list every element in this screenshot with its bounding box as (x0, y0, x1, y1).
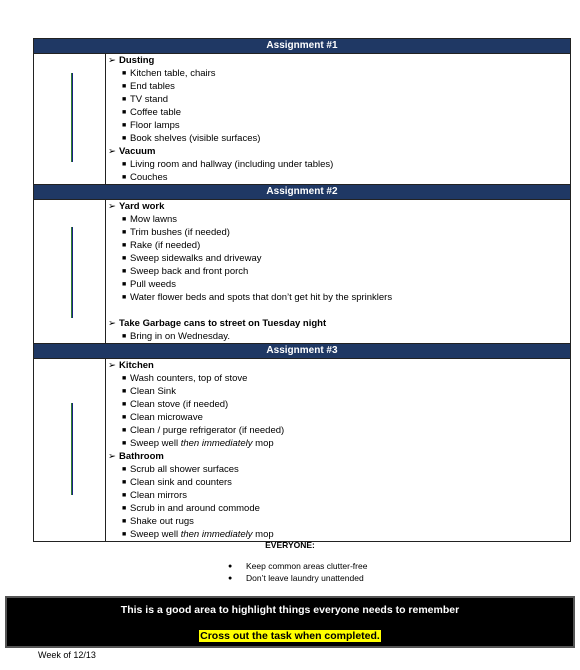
square-bullet-icon: ■ (122, 122, 127, 129)
square-bullet-icon: ■ (122, 70, 127, 77)
square-bullet-icon: ■ (122, 375, 127, 382)
task-text: mop (252, 438, 274, 449)
everyone-section (0, 540, 580, 583)
task-text: Shake out rugs (130, 516, 194, 527)
task-category-name: Yard work (119, 201, 165, 212)
task-item (108, 213, 570, 226)
task-text: End tables (130, 81, 175, 92)
task-text: Clean / purge refrigerator (if needed) (130, 425, 285, 436)
week-label: Week of 12/13 (38, 650, 96, 660)
task-item (108, 119, 570, 132)
task-item (108, 239, 570, 252)
assignment-marker-cell (34, 54, 106, 184)
task-text: mop (252, 529, 274, 540)
task-text: Clean mirrors (130, 490, 188, 501)
task-text-emphasis: then immediately (180, 529, 253, 540)
assignment-tasks (106, 54, 570, 184)
assignment-marker-cell (34, 200, 106, 343)
task-text: Kitchen table, chairs (130, 68, 216, 79)
assignment-header: Assignment #3 (34, 343, 570, 359)
task-text: Bring in on Wednesday. (130, 331, 230, 342)
task-category-name: Dusting (119, 55, 155, 66)
arrow-bullet-icon: ➢ (108, 318, 116, 329)
task-category-name: Bathroom (119, 451, 164, 462)
task-item (108, 106, 570, 119)
task-text: TV stand (130, 94, 169, 105)
task-category (108, 450, 570, 463)
task-category (108, 145, 570, 158)
task-item (108, 489, 570, 502)
bullet-icon: ● (228, 563, 233, 570)
task-text: Pull weeds (130, 279, 176, 290)
task-item (108, 278, 570, 291)
square-bullet-icon: ■ (122, 388, 127, 395)
task-category-name: Vacuum (119, 146, 156, 157)
square-bullet-icon: ■ (122, 281, 127, 288)
task-item (108, 330, 570, 343)
highlighted-reminder: Cross out the task when completed. (200, 630, 380, 642)
task-item (108, 252, 570, 265)
task-text: Clean sink and counters (130, 477, 232, 488)
everyone-item-text: Don’t leave laundry unattended (246, 573, 364, 583)
everyone-item (228, 573, 364, 583)
square-bullet-icon: ■ (122, 242, 127, 249)
arrow-bullet-icon: ➢ (108, 201, 116, 212)
marker-line (71, 227, 73, 318)
square-bullet-icon: ■ (122, 518, 127, 525)
task-item (108, 80, 570, 93)
task-category-name: Take Garbage cans to street on Tuesday night (119, 318, 327, 329)
task-category (108, 359, 570, 372)
task-item (108, 515, 570, 528)
task-text: Clean microwave (130, 412, 203, 423)
task-text: Scrub in and around commode (130, 503, 260, 514)
task-item (108, 171, 570, 184)
task-item (108, 437, 570, 450)
task-item (108, 132, 570, 145)
task-text: Wash counters, top of stove (130, 373, 248, 384)
assignment-row (34, 54, 570, 184)
task-item (108, 158, 570, 171)
task-item (108, 502, 570, 515)
task-text: Rake (if needed) (130, 240, 201, 251)
square-bullet-icon: ■ (122, 479, 127, 486)
assignment-header: Assignment #2 (34, 184, 570, 200)
square-bullet-icon: ■ (122, 294, 127, 301)
task-category (108, 54, 570, 67)
task-item (108, 226, 570, 239)
square-bullet-icon: ■ (122, 466, 127, 473)
square-bullet-icon: ■ (122, 531, 127, 538)
task-category (108, 200, 570, 213)
task-item (108, 291, 570, 304)
task-text: Trim bushes (if needed) (130, 227, 230, 238)
assignment-row (34, 359, 570, 541)
task-item (108, 93, 570, 106)
task-text: Sweep well (130, 438, 181, 449)
square-bullet-icon: ■ (122, 440, 127, 447)
arrow-bullet-icon: ➢ (108, 451, 116, 462)
task-item (108, 265, 570, 278)
task-item (108, 424, 570, 437)
square-bullet-icon: ■ (122, 229, 127, 236)
task-text: Couches (130, 172, 168, 183)
task-text: Coffee table (130, 107, 182, 118)
square-bullet-icon: ■ (122, 427, 127, 434)
square-bullet-icon: ■ (122, 109, 127, 116)
assignment-tasks (106, 200, 570, 343)
task-category-name: Kitchen (119, 360, 154, 371)
task-text: Clean stove (if needed) (130, 399, 229, 410)
everyone-title: EVERYONE: (265, 540, 315, 550)
reminder-text: This is a good area to highlight things everyone needs to remember (120, 604, 460, 616)
task-text: Sweep back and front porch (130, 266, 249, 277)
square-bullet-icon: ■ (122, 505, 127, 512)
square-bullet-icon: ■ (122, 216, 127, 223)
task-text-emphasis: then immediately (180, 438, 253, 449)
task-text: Sweep well (130, 529, 181, 540)
square-bullet-icon: ■ (122, 268, 127, 275)
task-text: Book shelves (visible surfaces) (130, 133, 261, 144)
task-text: Water flower beds and spots that don’t get hit by the sprinklers (130, 292, 393, 303)
task-text: Scrub all shower surfaces (130, 464, 239, 475)
task-text: Sweep sidewalks and driveway (130, 253, 262, 264)
task-text: Living room and hallway (including under tables) (130, 159, 334, 170)
everyone-item-text: Keep common areas clutter-free (246, 561, 368, 571)
task-text: Mow lawns (130, 214, 177, 225)
marker-line (71, 73, 73, 162)
spacer (108, 304, 570, 317)
square-bullet-icon: ■ (122, 161, 127, 168)
square-bullet-icon: ■ (122, 255, 127, 262)
square-bullet-icon: ■ (122, 333, 127, 340)
task-category (108, 317, 570, 330)
task-item (108, 476, 570, 489)
assignment-table (33, 38, 571, 542)
square-bullet-icon: ■ (122, 401, 127, 408)
square-bullet-icon: ■ (122, 174, 127, 181)
square-bullet-icon: ■ (122, 492, 127, 499)
assignment-tasks (106, 359, 570, 541)
reminder-box (5, 596, 575, 648)
arrow-bullet-icon: ➢ (108, 146, 116, 157)
assignment-row (34, 200, 570, 343)
task-item (108, 67, 570, 80)
bullet-icon: ● (228, 575, 233, 582)
task-text: Clean Sink (130, 386, 176, 397)
task-item (108, 411, 570, 424)
square-bullet-icon: ■ (122, 414, 127, 421)
marker-line (71, 403, 73, 495)
arrow-bullet-icon: ➢ (108, 55, 116, 66)
square-bullet-icon: ■ (122, 83, 127, 90)
task-item (108, 398, 570, 411)
square-bullet-icon: ■ (122, 135, 127, 142)
assignment-marker-cell (34, 359, 106, 541)
task-text: Floor lamps (130, 120, 180, 131)
task-item (108, 372, 570, 385)
task-item (108, 385, 570, 398)
arrow-bullet-icon: ➢ (108, 360, 116, 371)
assignment-header: Assignment #1 (34, 38, 570, 54)
square-bullet-icon: ■ (122, 96, 127, 103)
everyone-item (228, 561, 367, 571)
task-item (108, 463, 570, 476)
